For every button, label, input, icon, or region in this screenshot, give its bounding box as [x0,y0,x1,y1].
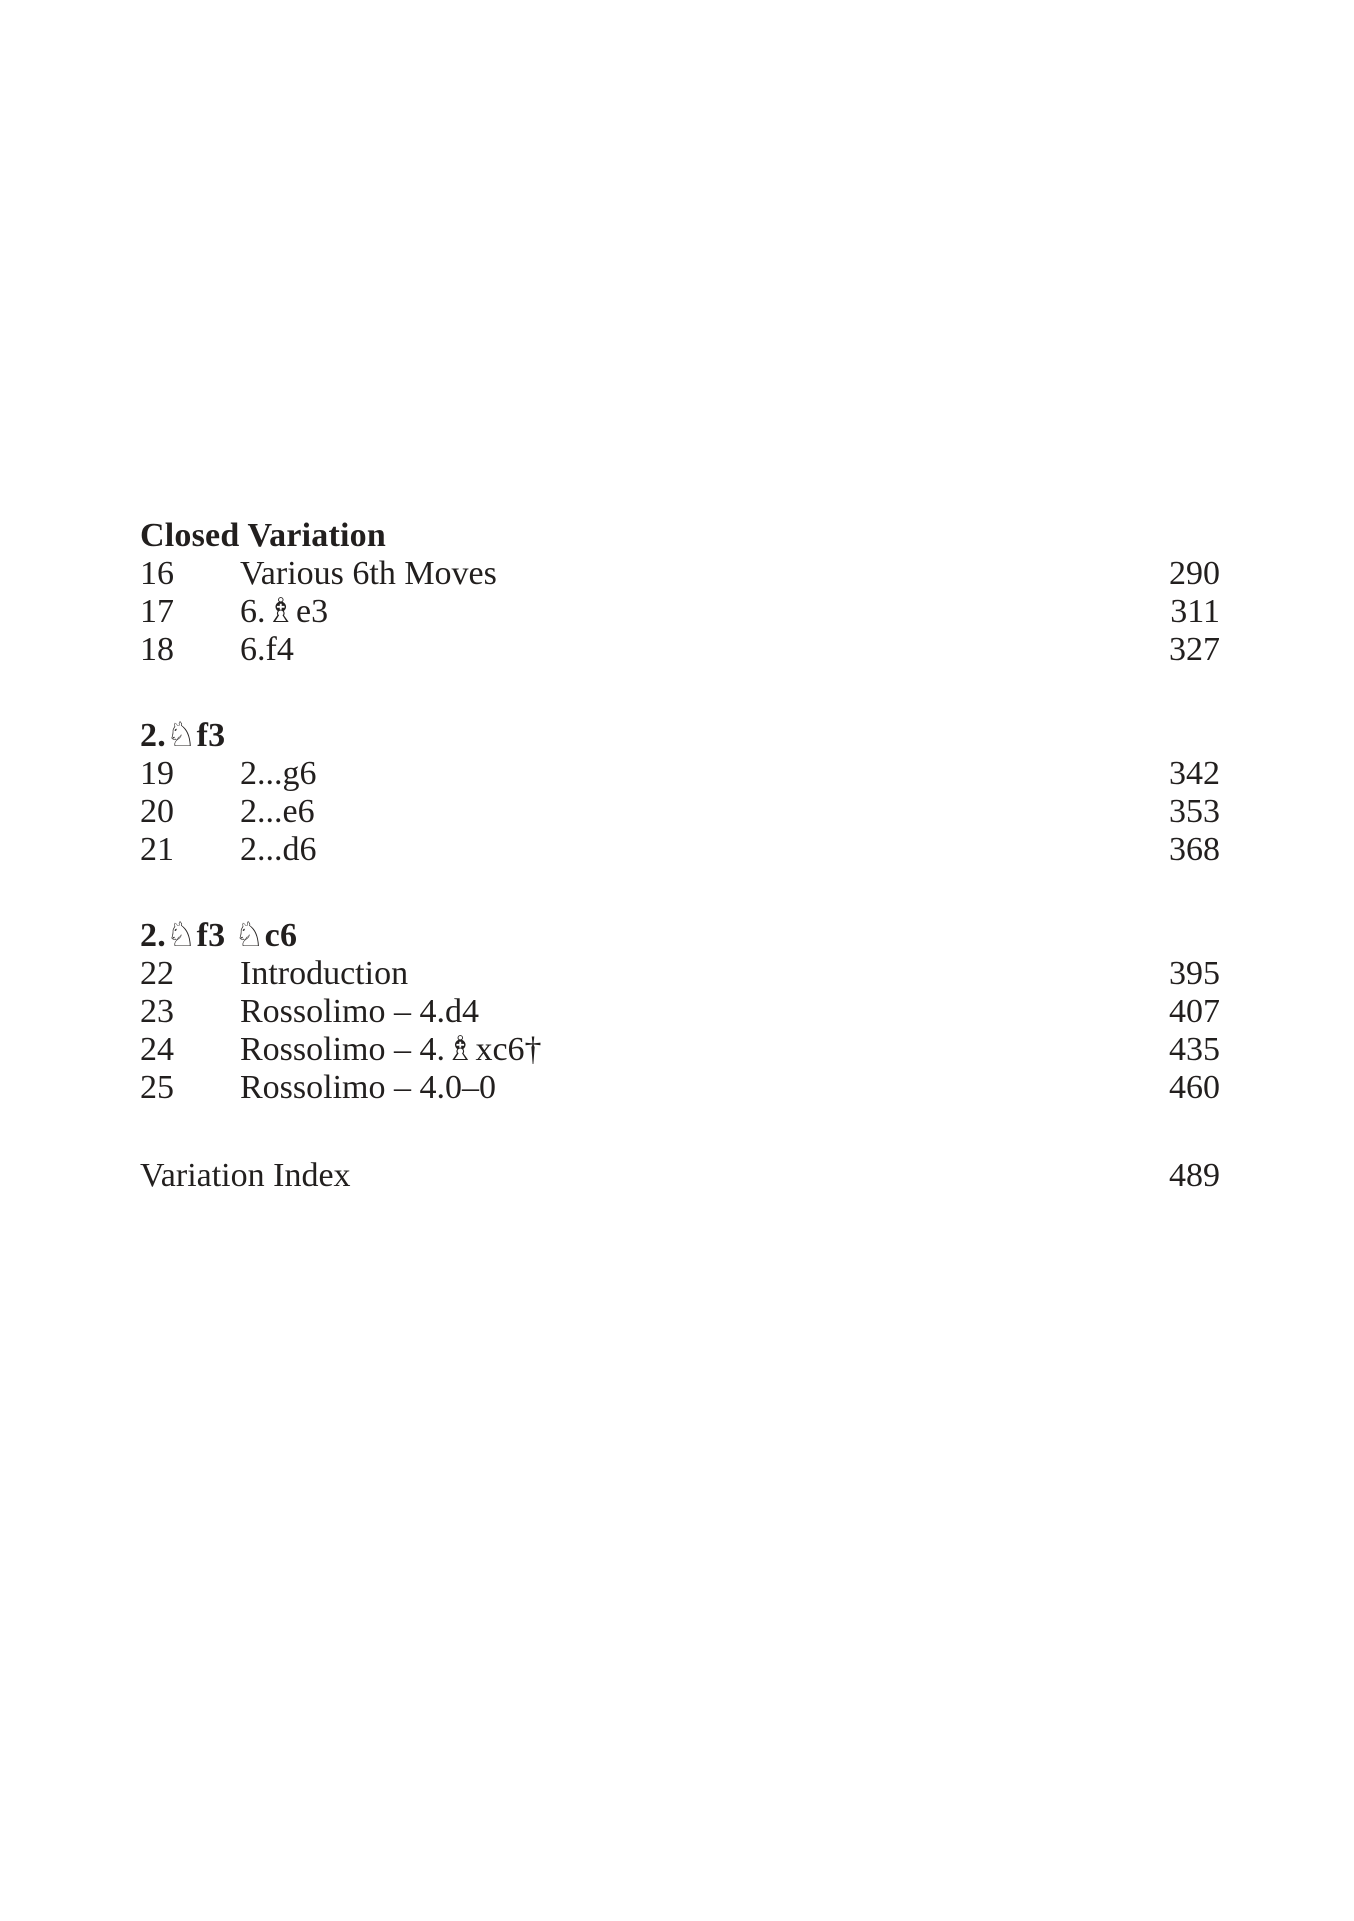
chapter-page-number: 290 [1169,555,1220,592]
chapter-number: 19 [140,755,174,792]
chapter-page-number: 368 [1169,831,1220,868]
table-of-contents [140,517,1220,1195]
chapter-page-number: 407 [1169,993,1220,1030]
chapter-title: Introduction [240,955,409,992]
section-heading: 2.♘f3 [140,717,226,754]
variation-index-title: Variation Index [140,1157,351,1194]
chapter-title: 2...d6 [240,831,317,868]
chapter-title: 2...g6 [240,755,317,792]
chapter-number: 20 [140,793,174,830]
chapter-title: Various 6th Moves [240,555,497,592]
chapter-title: 2...e6 [240,793,315,830]
chapter-title: 6.f4 [240,631,294,668]
toc-row [140,993,1220,1031]
toc-row [140,793,1220,831]
chapter-page-number: 435 [1169,1031,1220,1068]
toc-section-closed-variation [140,517,1220,669]
chapter-number: 17 [140,593,174,630]
chapter-number: 24 [140,1031,174,1068]
toc-row [140,755,1220,793]
chapter-page-number: 395 [1169,955,1220,992]
chapter-number: 23 [140,993,174,1030]
variation-index-page-number: 489 [1169,1157,1220,1194]
chapter-page-number: 460 [1169,1069,1220,1106]
toc-row [140,555,1220,593]
chapter-title: Rossolimo – 4.d4 [240,993,479,1030]
chapter-title: Rossolimo – 4.0–0 [240,1069,496,1106]
section-heading: 2.♘f3 ♘c6 [140,917,298,954]
chapter-page-number: 353 [1169,793,1220,830]
toc-row [140,831,1220,869]
chapter-page-number: 311 [1170,593,1220,630]
toc-row [140,955,1220,993]
toc-row [140,631,1220,669]
toc-section-2nf3 [140,717,1220,869]
chapter-number: 21 [140,831,174,868]
section-heading: Closed Variation [140,517,386,554]
toc-section-2nf3-nc6 [140,917,1220,1107]
toc-row [140,593,1220,631]
chapter-number: 22 [140,955,174,992]
chapter-title: 6.♗e3 [240,593,329,630]
chapter-page-number: 327 [1169,631,1220,668]
chapter-number: 25 [140,1069,174,1106]
chapter-title: Rossolimo – 4.♗xc6† [240,1031,542,1068]
toc-row [140,1069,1220,1107]
chapter-number: 16 [140,555,174,592]
chapter-number: 18 [140,631,174,668]
variation-index-row [140,1157,1220,1195]
chapter-page-number: 342 [1169,755,1220,792]
toc-row [140,1031,1220,1069]
